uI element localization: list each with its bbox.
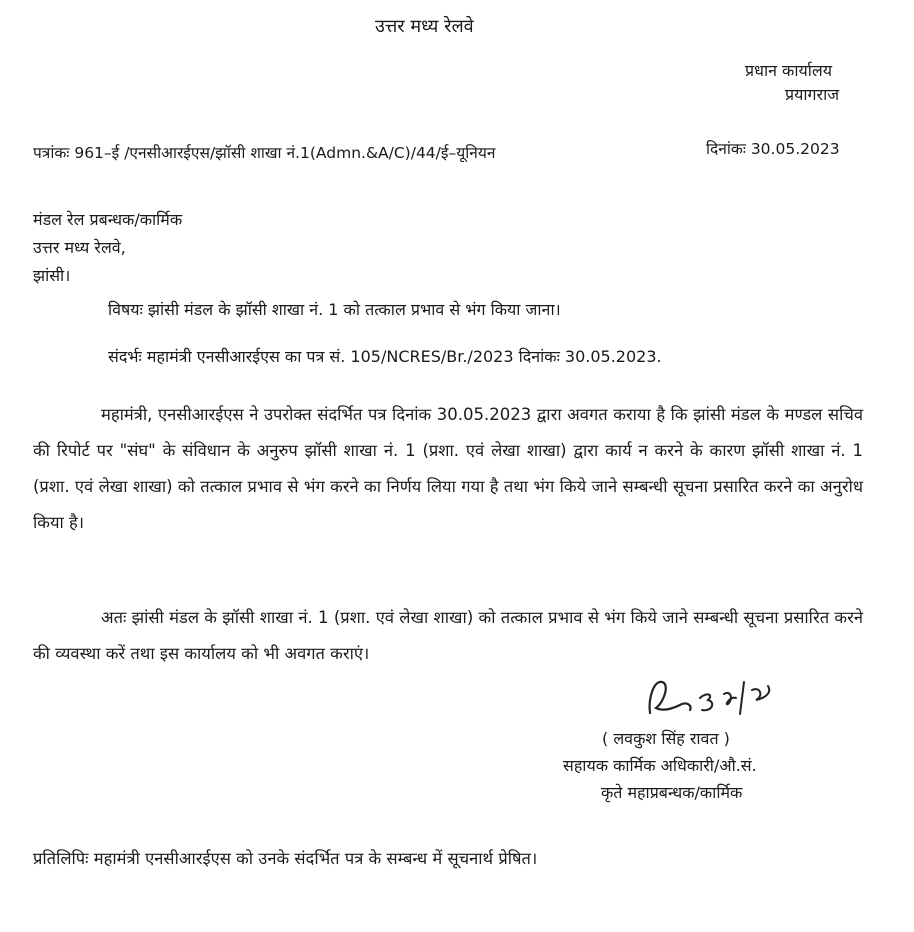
body-paragraph-2: अतः झांसी मंडल के झॉसी शाखा नं. 1 (प्रशा. एवं लेखा शाखा) को तत्काल प्रभाव से भंग किये जाने सम्बन्धी सूचना प्रसारित करने की व्यवस्था करें तथा इस कार्यालय को भी अवगत कराएं। <box>33 608 863 663</box>
reference-number: पत्रांकः 961–ई /एनसीआरईएस/झॉसी शाखा नं.1(Admn.&A/C)/44/ई–यूनियन <box>33 144 496 162</box>
signatory-on-behalf: कृते महाप्रबन्धक/कार्मिक <box>601 783 743 802</box>
body-paragraph-1: महामंत्री, एनसीआरईएस ने उपरोक्त संदर्भित पत्र दिनांक 30.05.2023 द्वारा अवगत कराया है कि झांसी मंडल के मण्डल सचिव की रिपोर्ट पर "संघ" के संविधान के अनुरुप झॉसी शाखा नं. 1 (प्रशा. एवं लेखा शाखा) द्वारा कार्य न करने के कारण झॉसी शाखा नं. 1 (प्रशा. एवं लेखा शाखा) को तत्काल प्रभाव से भंग करने का निर्णय लिया गया है तथा भंग किये जाने सम्बन्धी सूचना प्रसारित करने का अनुरोध किया है। <box>33 405 863 532</box>
reference-line: संदर्भः महामंत्री एनसीआरईएस का पत्र सं. 105/NCRES/Br./2023 दिनांकः 30.05.2023. <box>108 347 662 366</box>
copy-to-line: प्रतिलिपिः महामंत्री एनसीआरईएस को उनके संदर्भित पत्र के सम्बन्ध में सूचनार्थ प्रेषित। <box>33 849 538 868</box>
signatory-name: ( लवकुश सिंह रावत ) <box>602 729 730 748</box>
letter-heading: उत्तर मध्य रेलवे <box>375 16 474 37</box>
addressee-line-3: झांसी। <box>33 266 71 285</box>
office-city: प्रयागराज <box>785 85 840 104</box>
addressee-line-2: उत्तर मध्य रेलवे, <box>33 238 126 257</box>
signatory-designation: सहायक कार्मिक अधिकारी/औ.सं. <box>563 756 757 775</box>
subject-line: विषयः झांसी मंडल के झॉसी शाखा नं. 1 को तत्काल प्रभाव से भंग किया जाना। <box>108 300 561 319</box>
office-name: प्रधान कार्यालय <box>745 61 833 80</box>
addressee-line-1: मंडल रेल प्रबन्धक/कार्मिक <box>33 210 183 229</box>
letter-date: दिनांकः 30.05.2023 <box>706 140 840 158</box>
handwritten-signature <box>640 668 800 728</box>
